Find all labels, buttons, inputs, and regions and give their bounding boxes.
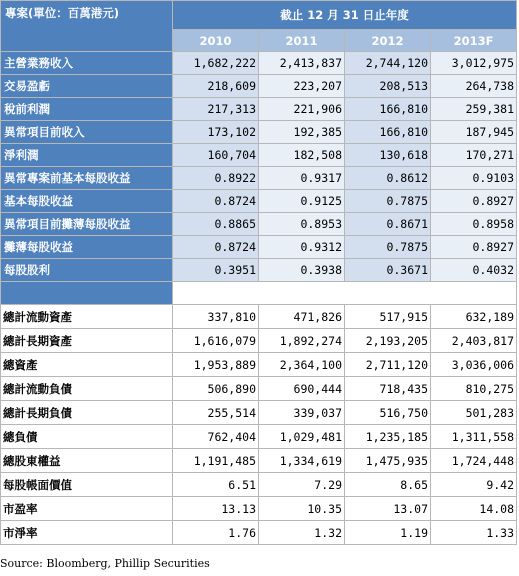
value-cell: 0.8612: [345, 167, 431, 190]
value-cell: 1,235,185: [345, 425, 431, 449]
value-cell: 8.65: [345, 473, 431, 497]
year-2010: 2010: [173, 30, 259, 52]
value-cell: 0.9125: [259, 190, 345, 213]
table-row: [1, 377, 517, 401]
value-cell: 166,810: [345, 98, 431, 121]
value-cell: 10.35: [259, 497, 345, 521]
value-cell: 0.8865: [173, 213, 259, 236]
row-label: 總股東權益: [1, 449, 173, 473]
header-row: [1, 1, 517, 30]
value-cell: 13.13: [173, 497, 259, 521]
period-label: 截止 12 月 31 日止年度: [173, 1, 517, 30]
value-cell: 762,404: [173, 425, 259, 449]
value-cell: 1,682,222: [173, 52, 259, 75]
row-label: 每股股利: [1, 259, 173, 282]
value-cell: 0.4032: [431, 259, 517, 282]
value-cell: 0.9317: [259, 167, 345, 190]
value-cell: 1,311,558: [431, 425, 517, 449]
row-label: 主營業務收入: [1, 52, 173, 75]
row-label: 基本每股收益: [1, 190, 173, 213]
value-cell: 208,513: [345, 75, 431, 98]
value-cell: 506,890: [173, 377, 259, 401]
year-2011: 2011: [259, 30, 345, 52]
table-row: [1, 144, 517, 167]
value-cell: 1.33: [431, 521, 517, 545]
value-cell: 0.8724: [173, 236, 259, 259]
row-label: 總計流動負債: [1, 377, 173, 401]
year-2013f: 2013F: [431, 30, 517, 52]
row-label: 總資產: [1, 353, 173, 377]
value-cell: 517,915: [345, 305, 431, 329]
value-cell: 0.8922: [173, 167, 259, 190]
value-cell: 3,012,975: [431, 52, 517, 75]
value-cell: 1,029,481: [259, 425, 345, 449]
row-label: 總計長期負債: [1, 401, 173, 425]
value-cell: 130,618: [345, 144, 431, 167]
value-cell: 2,744,120: [345, 52, 431, 75]
table-row: [1, 259, 517, 282]
table-row: [1, 213, 517, 236]
value-cell: 0.8927: [431, 190, 517, 213]
row-label: 市淨率: [1, 521, 173, 545]
table-row: [1, 353, 517, 377]
value-cell: 3,036,006: [431, 353, 517, 377]
value-cell: 2,364,100: [259, 353, 345, 377]
table-row: [1, 167, 517, 190]
value-cell: 810,275: [431, 377, 517, 401]
value-cell: 0.8958: [431, 213, 517, 236]
value-cell: 1,892,274: [259, 329, 345, 353]
value-cell: 1.19: [345, 521, 431, 545]
value-cell: 501,283: [431, 401, 517, 425]
section-gap: [1, 282, 517, 305]
row-label: 異常項目前收入: [1, 121, 173, 144]
value-cell: 13.07: [345, 497, 431, 521]
value-cell: 0.3671: [345, 259, 431, 282]
value-cell: 0.9312: [259, 236, 345, 259]
value-cell: 255,514: [173, 401, 259, 425]
table-row: [1, 52, 517, 75]
value-cell: 9.42: [431, 473, 517, 497]
value-cell: 192,385: [259, 121, 345, 144]
value-cell: 0.8953: [259, 213, 345, 236]
value-cell: 217,313: [173, 98, 259, 121]
table-row: [1, 98, 517, 121]
row-label: 異常項目前攤薄每股收益: [1, 213, 173, 236]
value-cell: 1,191,485: [173, 449, 259, 473]
project-unit-label: 專案(單位：百萬港元): [1, 1, 173, 52]
row-label: 交易盈虧: [1, 75, 173, 98]
value-cell: 0.3951: [173, 259, 259, 282]
row-label: 攤薄每股收益: [1, 236, 173, 259]
table-row: [1, 329, 517, 353]
row-label: 稅前利潤: [1, 98, 173, 121]
value-cell: 160,704: [173, 144, 259, 167]
table-row: [1, 401, 517, 425]
row-label: 總負債: [1, 425, 173, 449]
table-row: [1, 497, 517, 521]
value-cell: 718,435: [345, 377, 431, 401]
table-row: [1, 449, 517, 473]
table-row: [1, 473, 517, 497]
value-cell: 221,906: [259, 98, 345, 121]
table-row: [1, 521, 517, 545]
row-label: 異常專案前基本每股收益: [1, 167, 173, 190]
value-cell: 2,193,205: [345, 329, 431, 353]
year-2012: 2012: [345, 30, 431, 52]
value-cell: 690,444: [259, 377, 345, 401]
value-cell: 2,413,837: [259, 52, 345, 75]
table-row: [1, 121, 517, 144]
value-cell: 182,508: [259, 144, 345, 167]
row-label: 市盈率: [1, 497, 173, 521]
value-cell: 471,826: [259, 305, 345, 329]
value-cell: 7.29: [259, 473, 345, 497]
value-cell: 223,207: [259, 75, 345, 98]
value-cell: 0.8724: [173, 190, 259, 213]
table-row: [1, 190, 517, 213]
value-cell: 0.7875: [345, 236, 431, 259]
value-cell: 264,738: [431, 75, 517, 98]
value-cell: 1,953,889: [173, 353, 259, 377]
table-row: [1, 236, 517, 259]
table-row: [1, 75, 517, 98]
value-cell: 1.76: [173, 521, 259, 545]
value-cell: 516,750: [345, 401, 431, 425]
value-cell: 0.8927: [431, 236, 517, 259]
value-cell: 14.08: [431, 497, 517, 521]
value-cell: 166,810: [345, 121, 431, 144]
value-cell: 259,381: [431, 98, 517, 121]
value-cell: 1,616,079: [173, 329, 259, 353]
table-row: [1, 425, 517, 449]
value-cell: 337,810: [173, 305, 259, 329]
value-cell: 0.9103: [431, 167, 517, 190]
source-note: Source: Bloomberg, Phillip Securities: [0, 557, 210, 570]
value-cell: 1,475,935: [345, 449, 431, 473]
table-row: [1, 305, 517, 329]
gap-cell: [1, 282, 173, 305]
value-cell: 218,609: [173, 75, 259, 98]
gap-cell: [173, 282, 517, 305]
value-cell: 1,334,619: [259, 449, 345, 473]
row-label: 每股帳面價值: [1, 473, 173, 497]
row-label: 總計流動資產: [1, 305, 173, 329]
value-cell: 339,037: [259, 401, 345, 425]
value-cell: 187,945: [431, 121, 517, 144]
value-cell: 1,724,448: [431, 449, 517, 473]
value-cell: 6.51: [173, 473, 259, 497]
row-label: 總計長期資產: [1, 329, 173, 353]
value-cell: 2,711,120: [345, 353, 431, 377]
value-cell: 2,403,817: [431, 329, 517, 353]
value-cell: 0.3938: [259, 259, 345, 282]
value-cell: 170,271: [431, 144, 517, 167]
row-label: 淨利潤: [1, 144, 173, 167]
value-cell: 1.32: [259, 521, 345, 545]
value-cell: 173,102: [173, 121, 259, 144]
value-cell: 632,189: [431, 305, 517, 329]
value-cell: 0.7875: [345, 190, 431, 213]
value-cell: 0.8671: [345, 213, 431, 236]
